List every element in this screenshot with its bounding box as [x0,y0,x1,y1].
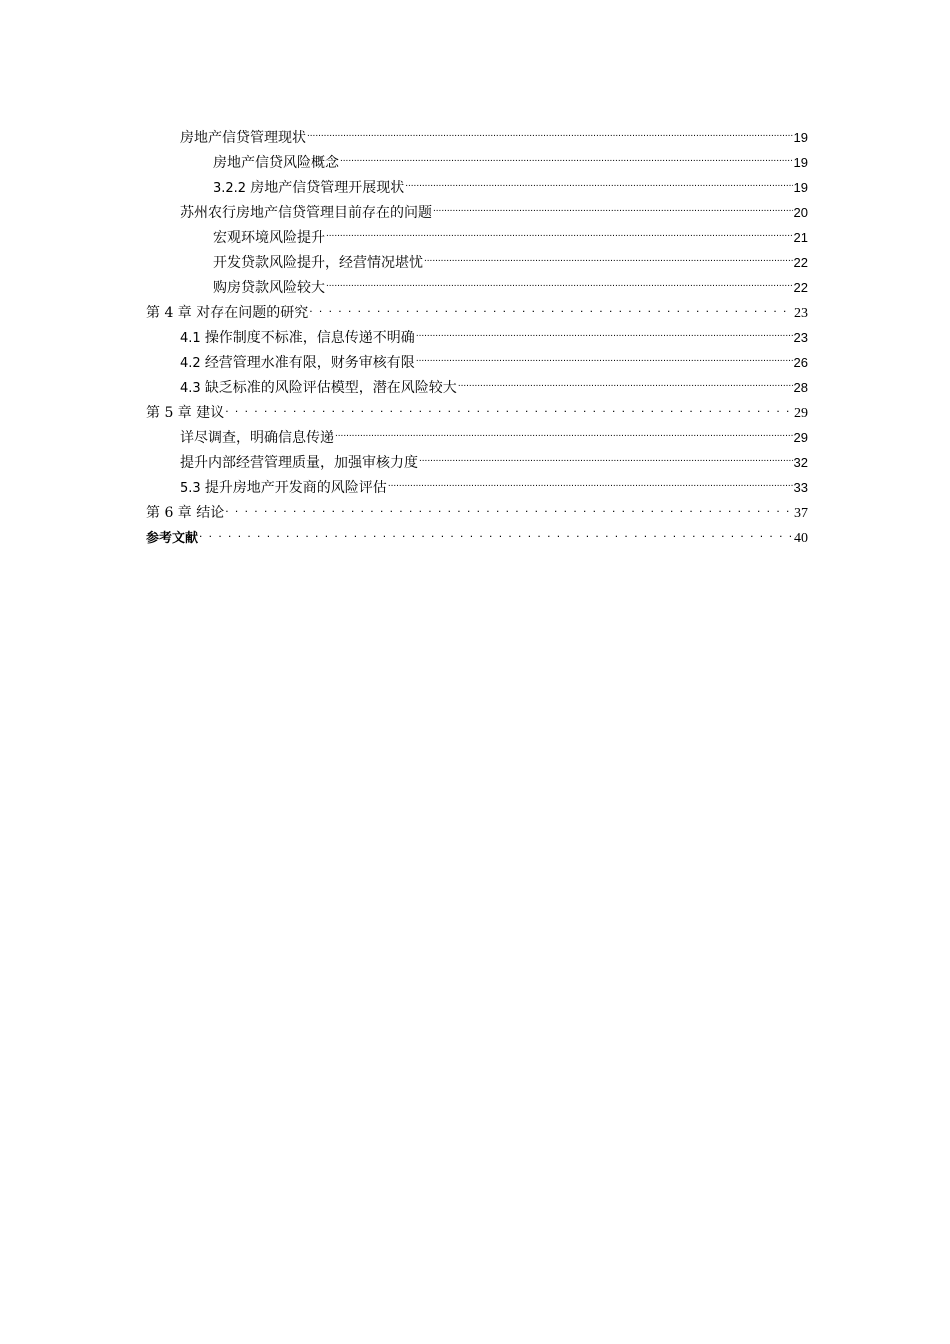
toc-entry[interactable] [146,417,808,446]
table-of-contents [146,117,808,546]
toc-entry-page: 23 [793,330,808,345]
toc-dot-leader [225,392,793,417]
toc-entry[interactable] [146,117,808,146]
toc-dot-leader [458,367,793,392]
toc-entry-page: 19 [793,180,808,195]
toc-entry-title: 参考文献 [146,531,199,546]
toc-dot-leader [340,142,793,167]
toc-entry-page: 22 [793,255,808,270]
toc-entry-title: 第 5 章 建议 [146,405,225,421]
toc-entry-page: 22 [793,280,808,295]
toc-references-entry[interactable] [146,517,808,546]
toc-dot-leader [199,517,793,542]
toc-entry-title: 5.3 提升房地产开发商的风险评估 [180,480,387,496]
toc-dot-leader [424,242,793,267]
toc-chapter-entry[interactable] [146,492,808,521]
toc-entry-page: 28 [793,380,808,395]
toc-entry-page: 37 [794,506,808,521]
toc-entry-page: 32 [793,455,808,470]
toc-entry-page: 21 [793,230,808,245]
toc-entry-title: 3.2.2 房地产信贷管理开展现状 [213,180,405,196]
toc-entry-title: 4.3 缺乏标准的风险评估模型，潜在风险较大 [180,380,457,396]
toc-entry-title: 购房贷款风险较大 [213,280,325,296]
toc-dot-leader [309,292,793,317]
toc-entry-page: 23 [794,306,808,321]
toc-dot-leader [326,267,793,292]
toc-dot-leader [307,117,793,142]
toc-chapter-entry[interactable] [146,392,808,421]
toc-dot-leader [388,467,793,492]
toc-entry-title: 房地产信贷风险概念 [213,155,339,171]
toc-dot-leader [326,217,793,242]
toc-dot-leader [433,192,793,217]
toc-dot-leader [405,167,792,192]
toc-entry-page: 19 [793,130,808,145]
toc-entry-page: 26 [793,355,808,370]
toc-dot-leader [335,417,793,442]
toc-entry-page: 29 [794,406,808,421]
toc-entry-page: 20 [793,205,808,220]
toc-entry-page: 40 [794,531,808,546]
toc-entry-page: 19 [793,155,808,170]
toc-entry-title: 4.2 经营管理水准有限，财务审核有限 [180,355,415,371]
toc-entry-title: 苏州农行房地产信贷管理目前存在的问题 [180,205,432,221]
toc-entry-title: 详尽调查，明确信息传递 [180,430,334,446]
toc-dot-leader [419,442,793,467]
toc-entry-title: 宏观环境风险提升 [213,230,325,246]
toc-entry-title: 4.1 操作制度不标准，信息传递不明确 [180,330,415,346]
toc-dot-leader [225,492,793,517]
toc-dot-leader [416,342,793,367]
toc-entry-title: 第 6 章 结论 [146,505,225,521]
toc-entry-title: 房地产信贷管理现状 [180,130,306,146]
toc-entry-title: 第 4 章 对存在问题的研究 [146,305,309,321]
toc-entry-page: 33 [793,480,808,495]
toc-entry-title: 开发贷款风险提升，经营情况堪忧 [213,255,423,271]
toc-entry-page: 29 [793,430,808,445]
toc-entry-title: 提升内部经营管理质量，加强审核力度 [180,455,418,471]
toc-dot-leader [416,317,793,342]
